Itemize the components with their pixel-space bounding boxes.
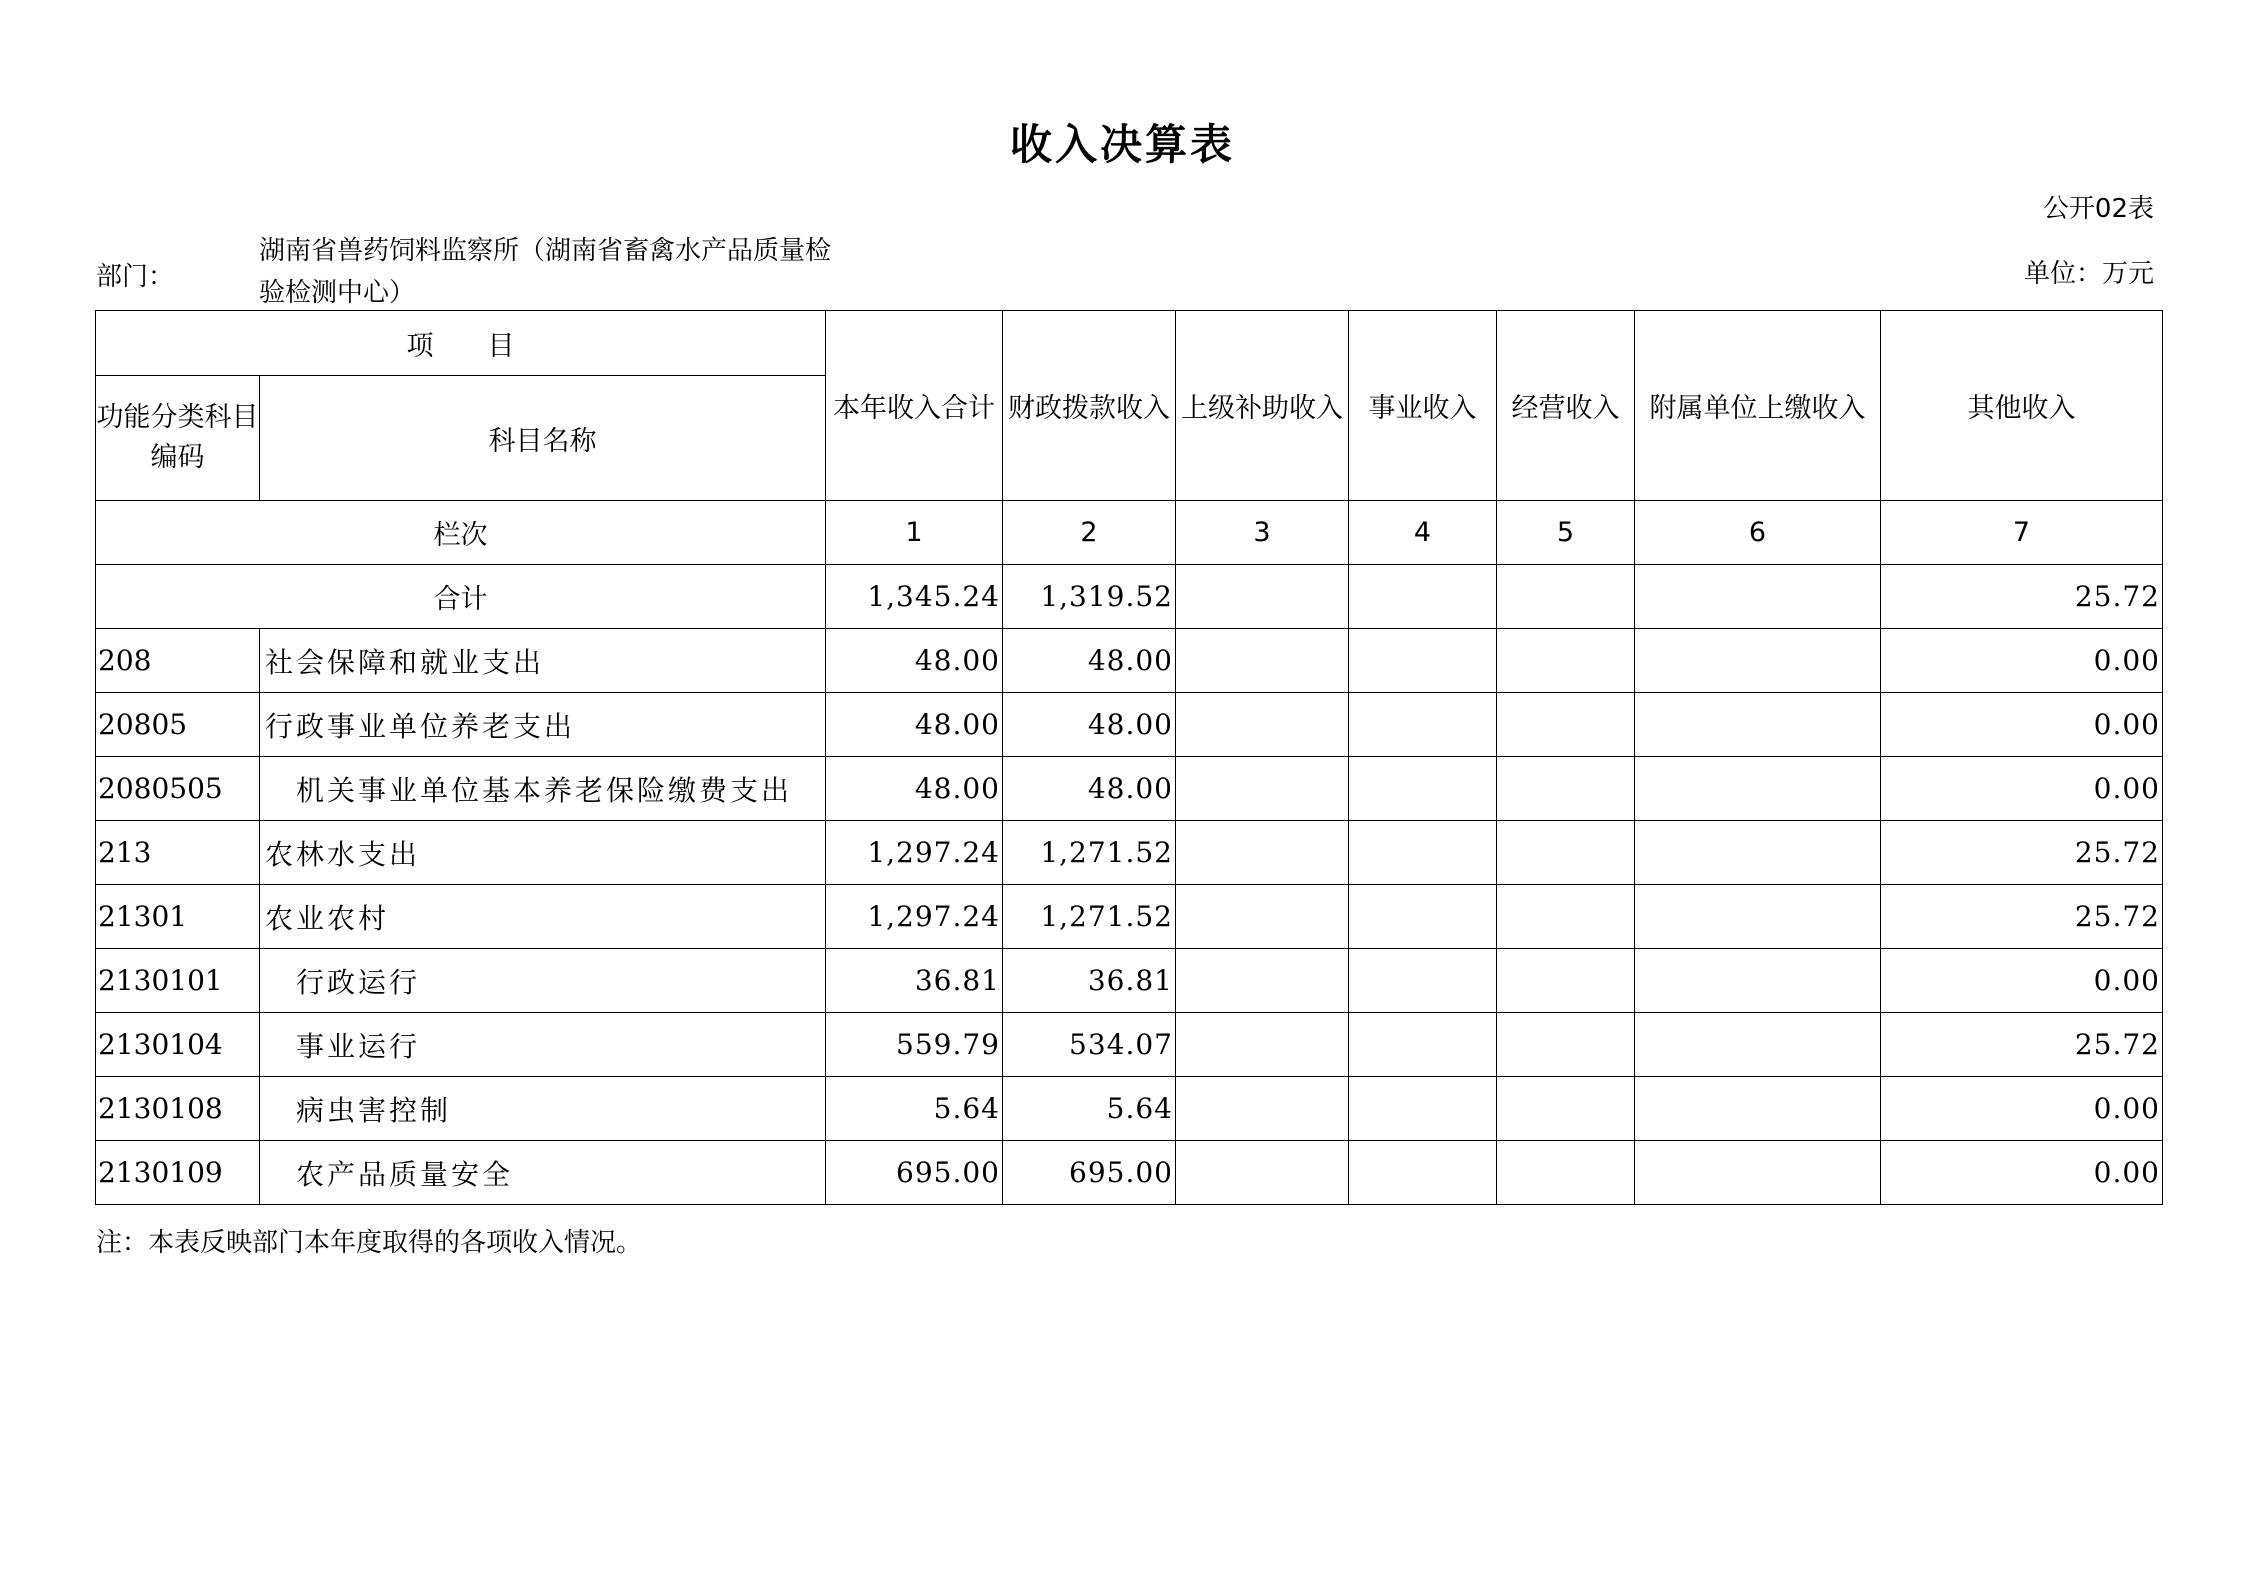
table-row <box>96 629 2163 693</box>
other-income-cell: 25.72 <box>1881 1013 2163 1077</box>
subject-name-cell: 行政运行 <box>260 949 826 1013</box>
operating-income-cell <box>1497 949 1635 1013</box>
column-number: 3 <box>1176 501 1349 565</box>
header-business: 事业收入 <box>1349 311 1497 501</box>
table-row <box>96 1141 2163 1205</box>
fiscal-income-cell: 48.00 <box>1003 693 1176 757</box>
column-number: 7 <box>1881 501 2163 565</box>
subject-code-cell: 2130104 <box>96 1013 260 1077</box>
subject-name-cell: 行政事业单位养老支出 <box>260 693 826 757</box>
other-income-cell: 25.72 <box>1881 821 2163 885</box>
other-income-cell: 0.00 <box>1881 629 2163 693</box>
operating-income-cell <box>1497 757 1635 821</box>
total-income-cell: 1,297.24 <box>826 821 1003 885</box>
fiscal-income-cell: 48.00 <box>1003 629 1176 693</box>
other-income-cell: 0.00 <box>1881 949 2163 1013</box>
business-income-cell <box>1349 885 1497 949</box>
operating-income-cell <box>1497 821 1635 885</box>
column-number: 1 <box>826 501 1003 565</box>
header-code: 功能分类科目编码 <box>96 376 260 501</box>
footnote: 注：本表反映部门本年度取得的各项收入情况。 <box>96 1228 643 1258</box>
business-income-cell <box>1349 1013 1497 1077</box>
subject-name-cell: 机关事业单位基本养老保险缴费支出 <box>260 757 826 821</box>
business-income-cell <box>1349 949 1497 1013</box>
subject-name-cell: 农产品质量安全 <box>260 1141 826 1205</box>
other-income-cell: 0.00 <box>1881 757 2163 821</box>
total-income-cell: 1,297.24 <box>826 885 1003 949</box>
header-name: 科目名称 <box>260 376 826 501</box>
table-row <box>96 757 2163 821</box>
business-income-cell <box>1349 1141 1497 1205</box>
header-total: 本年收入合计 <box>826 311 1003 501</box>
affiliated-income-cell <box>1635 629 1881 693</box>
subject-name-cell: 事业运行 <box>260 1013 826 1077</box>
subject-code-cell: 20805 <box>96 693 260 757</box>
header-affiliated: 附属单位上缴收入 <box>1635 311 1881 501</box>
header-other: 其他收入 <box>1881 311 2163 501</box>
fiscal-income-cell: 48.00 <box>1003 757 1176 821</box>
subject-name-cell: 农业农村 <box>260 885 826 949</box>
superior-subsidy-cell <box>1176 1013 1349 1077</box>
superior-subsidy-cell <box>1176 885 1349 949</box>
total-row <box>96 565 2163 629</box>
table-row <box>96 1013 2163 1077</box>
operating-income-cell <box>1497 1013 1635 1077</box>
superior-subsidy-cell <box>1176 757 1349 821</box>
business-income-cell <box>1349 693 1497 757</box>
total-label: 合计 <box>96 565 826 629</box>
report-title: 收入决算表 <box>1009 120 1235 169</box>
total-other-cell: 25.72 <box>1881 565 2163 629</box>
income-table <box>95 310 2163 1205</box>
total-operating-cell <box>1497 565 1635 629</box>
table-row <box>96 885 2163 949</box>
other-income-cell: 25.72 <box>1881 885 2163 949</box>
column-number-label: 栏次 <box>96 501 826 565</box>
header-fiscal: 财政拨款收入 <box>1003 311 1176 501</box>
header-operating: 经营收入 <box>1497 311 1635 501</box>
fiscal-income-cell: 1,271.52 <box>1003 821 1176 885</box>
operating-income-cell <box>1497 885 1635 949</box>
affiliated-income-cell <box>1635 1077 1881 1141</box>
fiscal-income-cell: 695.00 <box>1003 1141 1176 1205</box>
column-number: 5 <box>1497 501 1635 565</box>
superior-subsidy-cell <box>1176 949 1349 1013</box>
affiliated-income-cell <box>1635 1013 1881 1077</box>
total-income-cell: 36.81 <box>826 949 1003 1013</box>
superior-subsidy-cell <box>1176 1141 1349 1205</box>
subject-code-cell: 2130109 <box>96 1141 260 1205</box>
table-row <box>96 821 2163 885</box>
business-income-cell <box>1349 629 1497 693</box>
affiliated-income-cell <box>1635 1141 1881 1205</box>
affiliated-income-cell <box>1635 949 1881 1013</box>
table-row <box>96 693 2163 757</box>
column-number: 6 <box>1635 501 1881 565</box>
total-fiscal-cell: 1,319.52 <box>1003 565 1176 629</box>
total-income-cell: 1,345.24 <box>826 565 1003 629</box>
total-affiliated-cell <box>1635 565 1881 629</box>
operating-income-cell <box>1497 629 1635 693</box>
total-income-cell: 5.64 <box>826 1077 1003 1141</box>
total-business-cell <box>1349 565 1497 629</box>
fiscal-income-cell: 5.64 <box>1003 1077 1176 1141</box>
business-income-cell <box>1349 821 1497 885</box>
total-income-cell: 48.00 <box>826 757 1003 821</box>
fiscal-income-cell: 1,271.52 <box>1003 885 1176 949</box>
subject-code-cell: 213 <box>96 821 260 885</box>
column-number-row <box>96 501 2163 565</box>
other-income-cell: 0.00 <box>1881 1141 2163 1205</box>
subject-code-cell: 2130101 <box>96 949 260 1013</box>
header-superior: 上级补助收入 <box>1176 311 1349 501</box>
subject-name-cell: 社会保障和就业支出 <box>260 629 826 693</box>
table-row <box>96 1077 2163 1141</box>
business-income-cell <box>1349 757 1497 821</box>
superior-subsidy-cell <box>1176 821 1349 885</box>
unit-label: 单位：万元 <box>2023 259 2154 289</box>
subject-code-cell: 2130108 <box>96 1077 260 1141</box>
form-number: 公开02表 <box>2042 194 2154 224</box>
fiscal-income-cell: 36.81 <box>1003 949 1176 1013</box>
business-income-cell <box>1349 1077 1497 1141</box>
department-name: 湖南省兽药饲料监察所（湖南省畜禽水产品质量检验检测中心） <box>259 236 832 308</box>
fiscal-income-cell: 534.07 <box>1003 1013 1176 1077</box>
operating-income-cell <box>1497 1141 1635 1205</box>
subject-name-cell: 农林水支出 <box>260 821 826 885</box>
subject-code-cell: 21301 <box>96 885 260 949</box>
total-income-cell: 48.00 <box>826 693 1003 757</box>
total-income-cell: 695.00 <box>826 1141 1003 1205</box>
affiliated-income-cell <box>1635 757 1881 821</box>
total-income-cell: 48.00 <box>826 629 1003 693</box>
subject-code-cell: 208 <box>96 629 260 693</box>
affiliated-income-cell <box>1635 885 1881 949</box>
subject-name-cell: 病虫害控制 <box>260 1077 826 1141</box>
other-income-cell: 0.00 <box>1881 1077 2163 1141</box>
header-item: 项 目 <box>96 311 826 376</box>
superior-subsidy-cell <box>1176 1077 1349 1141</box>
superior-subsidy-cell <box>1176 693 1349 757</box>
subject-code-cell: 2080505 <box>96 757 260 821</box>
operating-income-cell <box>1497 693 1635 757</box>
column-number: 4 <box>1349 501 1497 565</box>
superior-subsidy-cell <box>1176 629 1349 693</box>
department-label: 部门： <box>96 262 175 292</box>
table-row <box>96 949 2163 1013</box>
total-income-cell: 559.79 <box>826 1013 1003 1077</box>
total-superior-cell <box>1176 565 1349 629</box>
affiliated-income-cell <box>1635 693 1881 757</box>
other-income-cell: 0.00 <box>1881 693 2163 757</box>
column-number: 2 <box>1003 501 1176 565</box>
operating-income-cell <box>1497 1077 1635 1141</box>
affiliated-income-cell <box>1635 821 1881 885</box>
